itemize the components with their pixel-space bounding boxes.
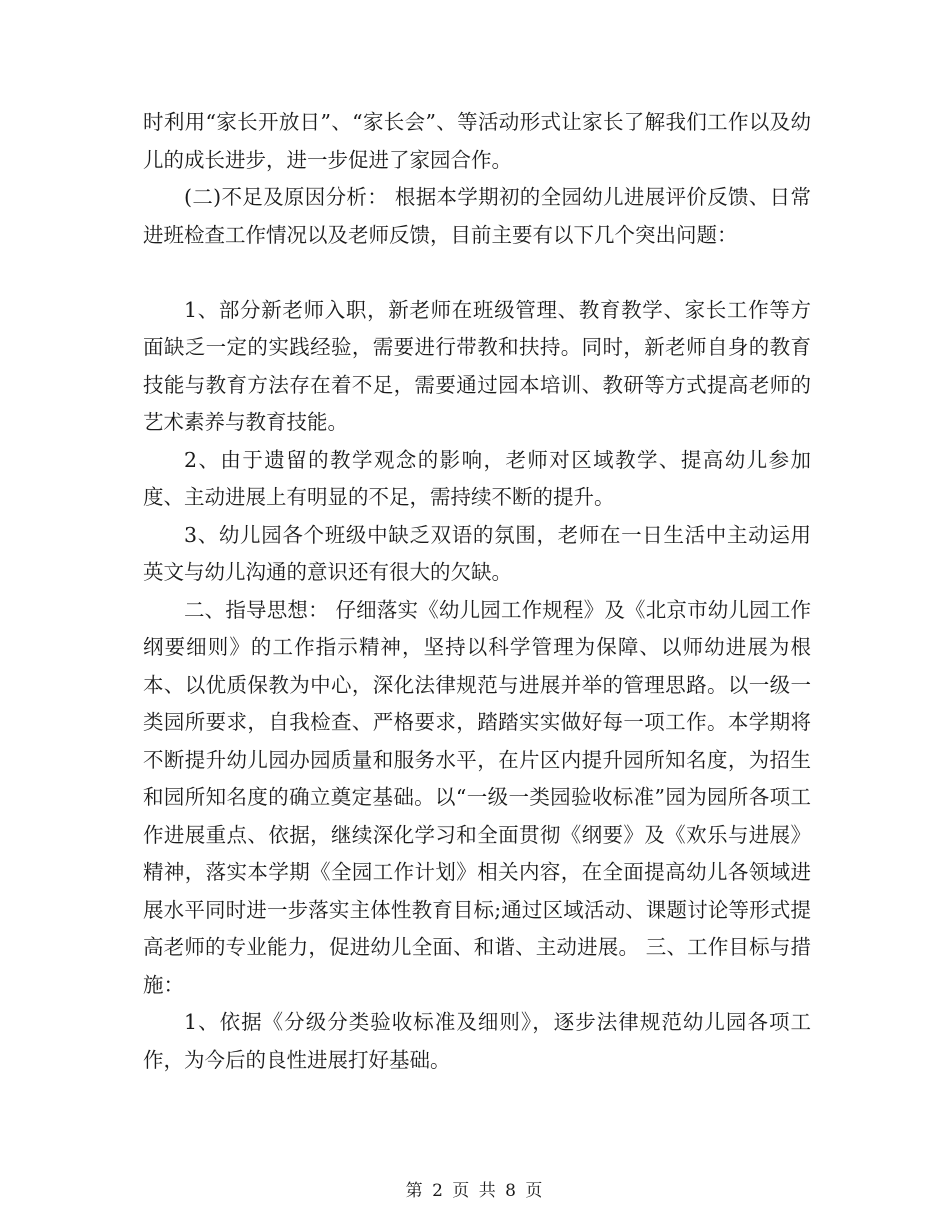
paragraph-6: 二、指导思想： 仔细落实《幼儿园工作规程》及《北京市幼儿园工作纲要细则》的工作指示精神，坚持以科学管理为保障、以师幼进展为根本、以优质保教为中心，深化法律规范与进展并举的管理思路。以一级一类园所要求，自我检查、严格要求，踏踏实实做好每一项工作。本学期将不断提升幼儿园办园质量和服务水平，在片区内提升园所知名度，为招生和园所知名度的确立奠定基础。以“一级一类园验收标准”园为园所各项工作进展重点、依据，继续深化学习和全面贯彻《纲要》及《欢乐与进展》精神，落实本学期《全园工作计划》相关内容，在全面提高幼儿各领域进展水平同时进一步落实主体性教育目标;通过区域活动、课题讨论等形式提高老师的专业能力，促进幼儿全面、和谐、主动进展。 三、工作目标与措施： — [143, 597, 811, 997]
paragraph-2: (二)不足及原因分析： 根据本学期初的全园幼儿进展评价反馈、日常进班检查工作情况以及老师反馈，目前主要有以下几个突出问题： — [143, 185, 811, 247]
paragraph-7: 1、依据《分级分类验收标准及细则》，逐步法律规范幼儿园各项工作，为今后的良性进展打好基础。 — [143, 1010, 811, 1072]
paragraph-5: 3、幼儿园各个班级中缺乏双语的氛围，老师在一日生活中主动运用英文与幼儿沟通的意识还有很大的欠缺。 — [143, 522, 811, 584]
document-body — [143, 104, 811, 1079]
paragraph-4: 2、由于遗留的教学观念的影响，老师对区域教学、提高幼儿参加度、主动进展上有明显的不足，需持续不断的提升。 — [143, 447, 811, 509]
paragraph-1: 时利用“家长开放日”、“家长会”、等活动形式让家长了解我们工作以及幼儿的成长进步，进一步促进了家园合作。 — [143, 110, 811, 172]
paragraph-3: 1、部分新老师入职，新老师在班级管理、教育教学、家长工作等方面缺乏一定的实践经验，需要进行带教和扶持。同时，新老师自身的教育技能与教育方法存在着不足，需要通过园本培训、教研等方式提高老师的艺术素养与教育技能。 — [143, 297, 811, 434]
page-number-footer: 第 2 页 共 8 页 — [405, 1181, 545, 1201]
paragraph-gap — [143, 254, 811, 292]
